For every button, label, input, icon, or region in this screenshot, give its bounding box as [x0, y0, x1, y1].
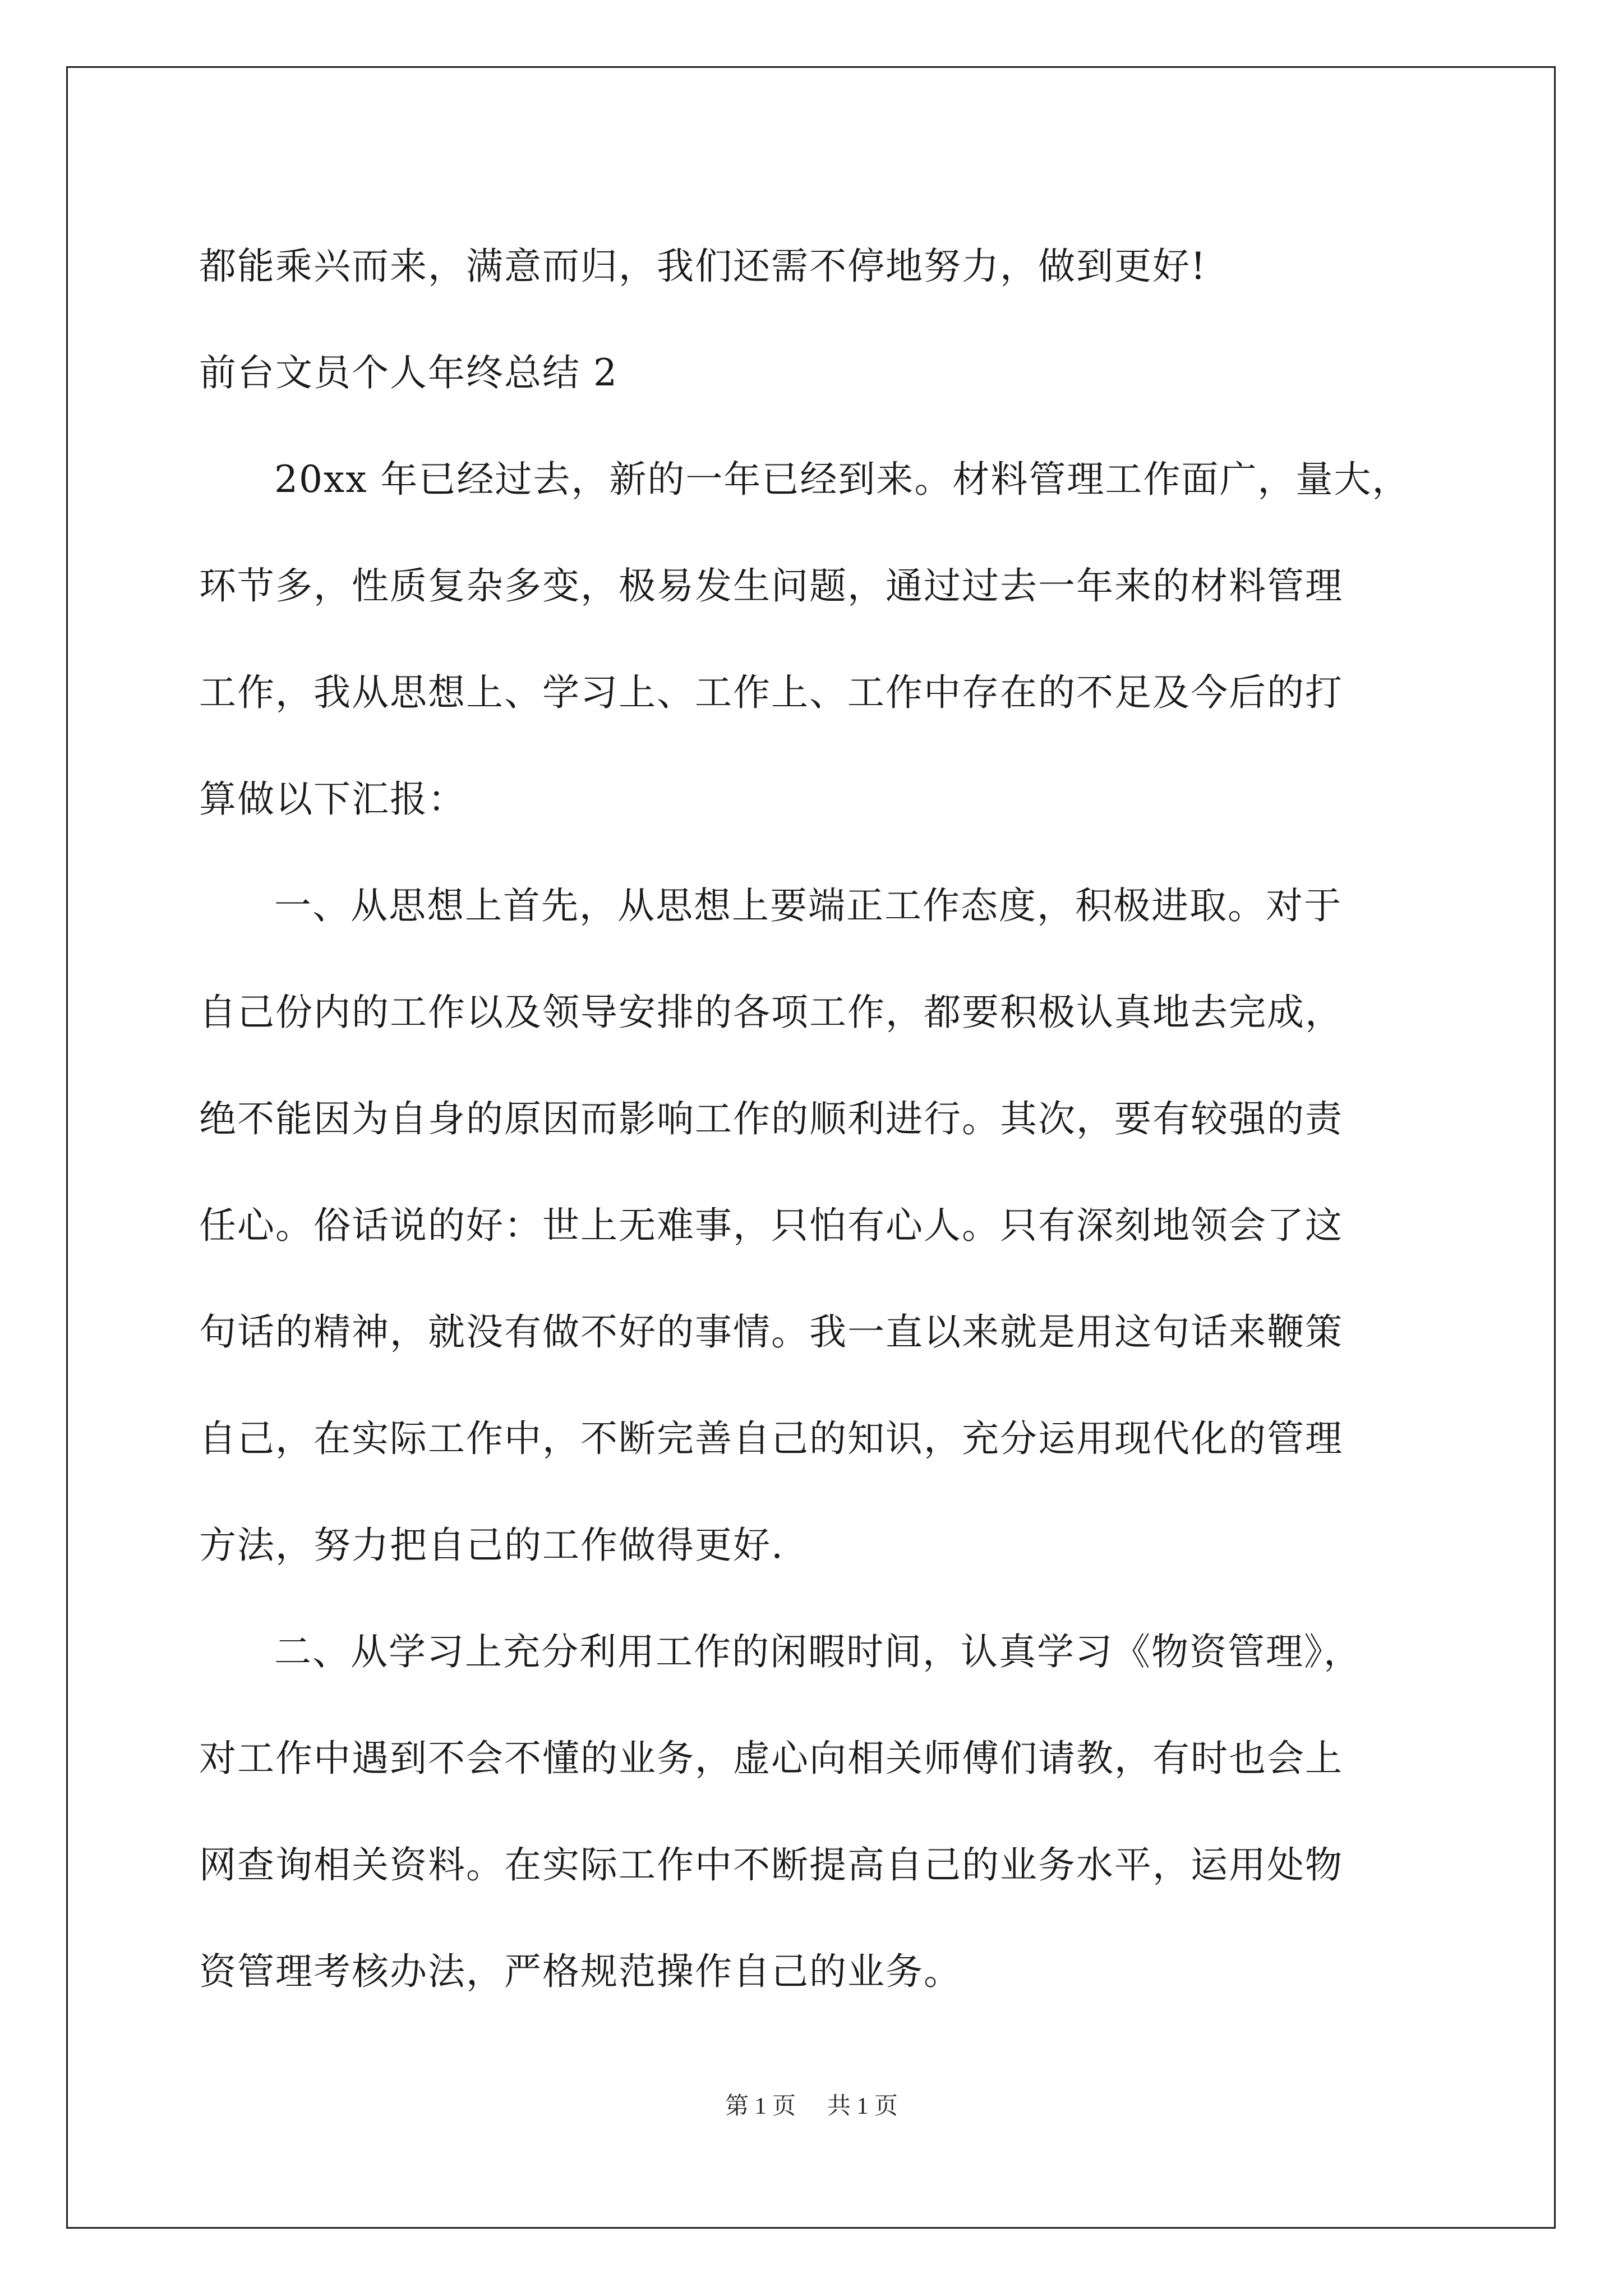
text-line: 任心。俗话说的好：世上无难事，只怕有心人。只有深刻地领会了这 [199, 1204, 1343, 1247]
text-line: 工作，我从思想上、学习上、工作上、工作中存在的不足及今后的打 [199, 671, 1343, 714]
text-line: 方法，努力把自己的工作做得更好. [199, 1524, 784, 1567]
page-total: 共 1 页 [827, 2093, 898, 2119]
paragraph-first-line: 20xx 年已经过去，新的一年已经到来。材料管理工作面广，量大， [274, 458, 1410, 501]
paragraph-first-line: 一、从思想上首先，从思想上要端正工作态度，积极进取。对于 [274, 884, 1342, 927]
text-line: 环节多，性质复杂多变，极易发生问题，通过过去一年来的材料管理 [199, 564, 1343, 608]
paragraph-first-line: 二、从学习上充分利用工作的闲暇时间，认真学习《物资管理》， [274, 1630, 1362, 1673]
text-line: 绝不能因为自身的原因而影响工作的顺利进行。其次，要有较强的责 [199, 1097, 1343, 1140]
text-line: 自己，在实际工作中，不断完善自己的知识，充分运用现代化的管理 [199, 1417, 1343, 1460]
page-number: 第 1 页 [725, 2093, 796, 2119]
text-line: 都能乘兴而来，满意而归，我们还需不停地努力，做到更好! [199, 245, 1207, 288]
section-heading: 前台文员个人年终总结 2 [199, 351, 618, 394]
text-line: 网查询相关资料。在实际工作中不断提高自己的业务水平，运用处物 [199, 1843, 1343, 1887]
text-line: 自己份内的工作以及领导安排的各项工作，都要积极认真地去完成， [199, 991, 1343, 1034]
document-body [199, 213, 1427, 2025]
text-line: 资管理考核办法，严格规范操作自己的业务。 [199, 1950, 962, 1993]
text-line: 句话的精神，就没有做不好的事情。我一直以来就是用这句话来鞭策 [199, 1310, 1343, 1354]
text-line: 算做以下汇报： [199, 777, 466, 821]
page-footer [0, 2090, 1623, 2123]
text-line: 对工作中遇到不会不懂的业务，虚心向相关师傅们请教，有时也会上 [199, 1737, 1343, 1780]
